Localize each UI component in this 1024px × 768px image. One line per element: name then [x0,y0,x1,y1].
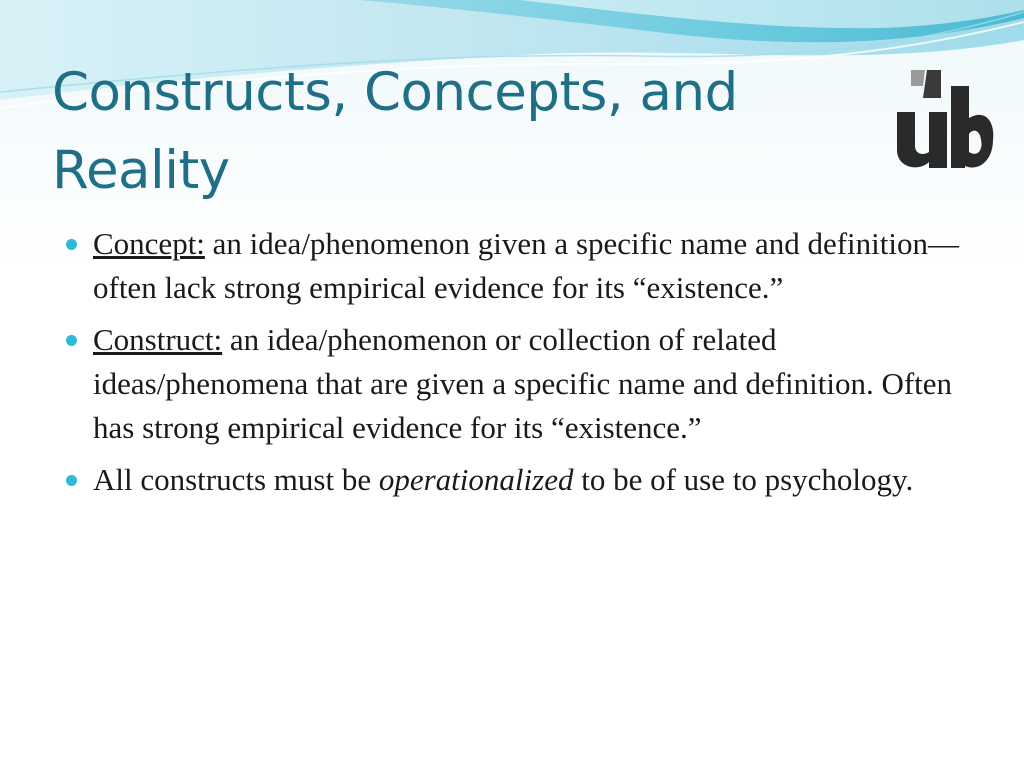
bullet-dot-icon [66,239,77,250]
slide-title: Constructs, Concepts, and Reality [52,62,738,201]
bullet-dot-icon [66,475,77,486]
bullet-text: to be of use to psychology. [573,462,914,497]
bullet-list [62,222,962,510]
bullet-text: an idea/phenomenon or collection of related ideas/phenomena that are given a specific name and definition. Often has strong empirical evidence for its “existence.” [93,322,953,445]
bullet-text: an idea/phenomenon given a specific name and definition—often lack strong empirical evidence for its “existence.” [93,226,960,305]
bullet-item-construct [62,318,962,450]
bullet-term: Concept: [93,226,205,261]
bullet-emphasis: operationalized [378,462,574,497]
bullet-dot-icon [66,335,77,346]
bullet-item-concept [62,222,962,310]
bullet-item-operationalized [62,458,962,502]
bullet-term: Construct: [93,322,223,357]
ub-logo [893,68,995,174]
bullet-text: All constructs must be [93,462,379,497]
